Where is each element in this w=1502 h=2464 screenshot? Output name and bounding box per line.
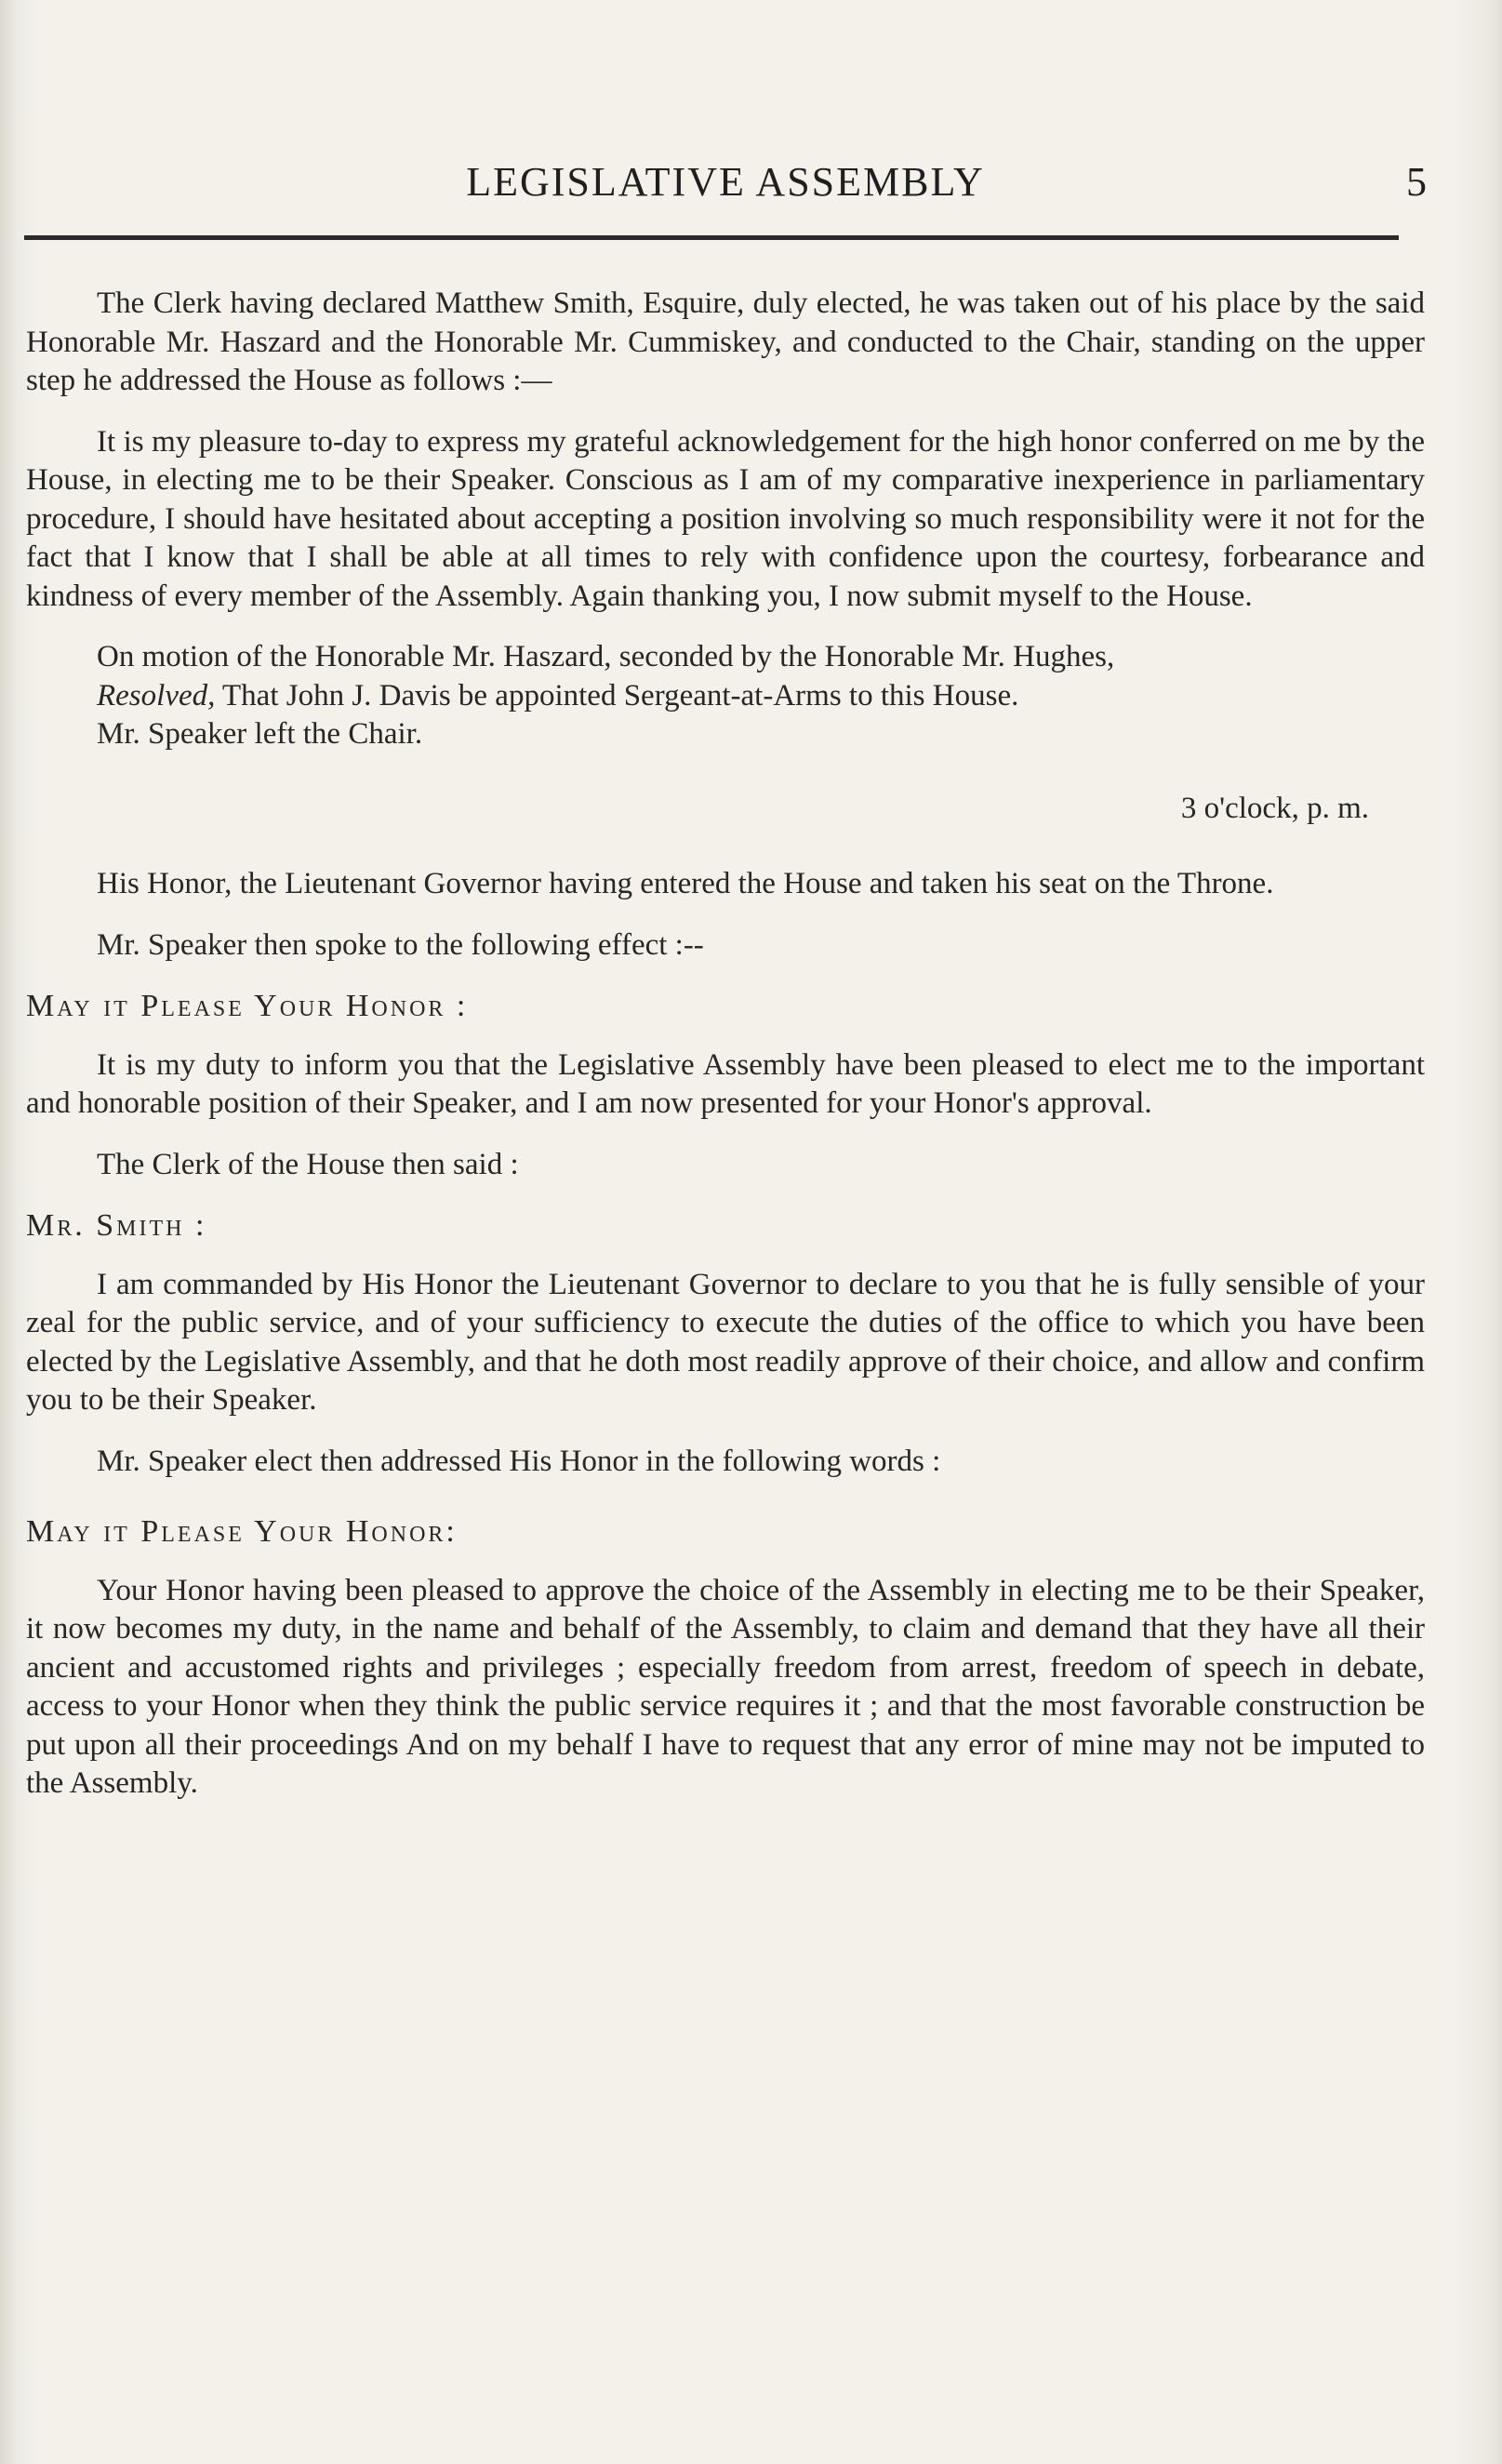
- paragraph-clerk-said: The Clerk of the House then said :: [97, 1147, 519, 1181]
- header-rule: [24, 235, 1399, 240]
- running-head: LEGISLATIVE ASSEMBLY: [466, 159, 985, 205]
- resolution-line: [26, 677, 1425, 716]
- paragraph-duty-to-inform: It is my duty to inform you that the Legislative Assembly have been pleased to elect me to the important and honorable position of their Speaker, and I am now presented for your Honor's approval.: [26, 1047, 1425, 1120]
- paragraph-speaker-spoke: Mr. Speaker then spoke to the following effect :--: [97, 927, 704, 962]
- document-body: [26, 285, 1425, 1826]
- time-stamp: 3 o'clock, p. m.: [1180, 791, 1369, 825]
- paragraph-commanded: I am commanded by His Honor the Lieutenant Governor to declare to you that he is fully sensible of your zeal for the public service, and of your sufficiency to execute the duties of the office to which you have been elected by the Legislative Assembly, and that he doth most readily approve of their choice, and allow and confirm you to be their Speaker.: [26, 1267, 1425, 1417]
- page-header: [24, 158, 1427, 214]
- resolution-text: That John J. Davis be appointed Sergeant-at-Arms to this House.: [215, 678, 1019, 713]
- paragraph-speaker-acknowledgement: It is my pleasure to-day to express my grateful acknowledgement for the high honor conferred on me by the House, in electing me to be their Speaker. Conscious as I am of my comparative inexperience in parliamentary procedure, I should have hesitated about accepting a position involving so much responsibility were it not for the fact that I know that I shall be able at all times to rely with confidence upon the courtesy, forbearance and kindness of every member of the Assembly. Again thanking you, I now submit myself to the House.: [26, 424, 1425, 613]
- salutation-honor-1: May it Please Your Honor :: [26, 989, 469, 1023]
- paragraph-motion: On motion of the Honorable Mr. Haszard, seconded by the Honorable Mr. Hughes,: [97, 640, 1115, 673]
- resolved-word: Resolved,: [97, 678, 216, 713]
- speaker-left-line: Mr. Speaker left the Chair.: [97, 717, 423, 751]
- paragraph-claim-privileges: Your Honor having been pleased to approve the choice of the Assembly in electing me to be their Speaker, it now becomes my duty, in the name and behalf of the Assembly, to claim and demand that they have all their ancient and accustomed rights and privileges ; especially freedom from arrest, freedom of speech in debate, access to your Honor when they think the public service requires it ; and that the most favorable construction be put upon all their proceedings And on my behalf I have to request that any error of mine may not be imputed to the Assembly.: [26, 1573, 1425, 1800]
- salutation-mr-smith: Mr. Smith :: [26, 1208, 207, 1243]
- paragraph-speaker-elect: Mr. Speaker elect then addressed His Honor in the following words :: [97, 1444, 941, 1478]
- paragraph-clerk-declared: The Clerk having declared Matthew Smith, Esquire, duly elected, he was taken out of his place by the said Honorable Mr. Haszard and the Honorable Mr. Cummiskey, and conducted to the Chair, standing on the upper step he addressed the House as follows :—: [26, 286, 1425, 397]
- page-number: 5: [1406, 159, 1427, 205]
- salutation-honor-2: May it Please Your Honor:: [26, 1514, 458, 1549]
- paragraph-lieutenant-governor: His Honor, the Lieutenant Governor having entered the House and taken his seat on the Throne.: [97, 867, 1274, 900]
